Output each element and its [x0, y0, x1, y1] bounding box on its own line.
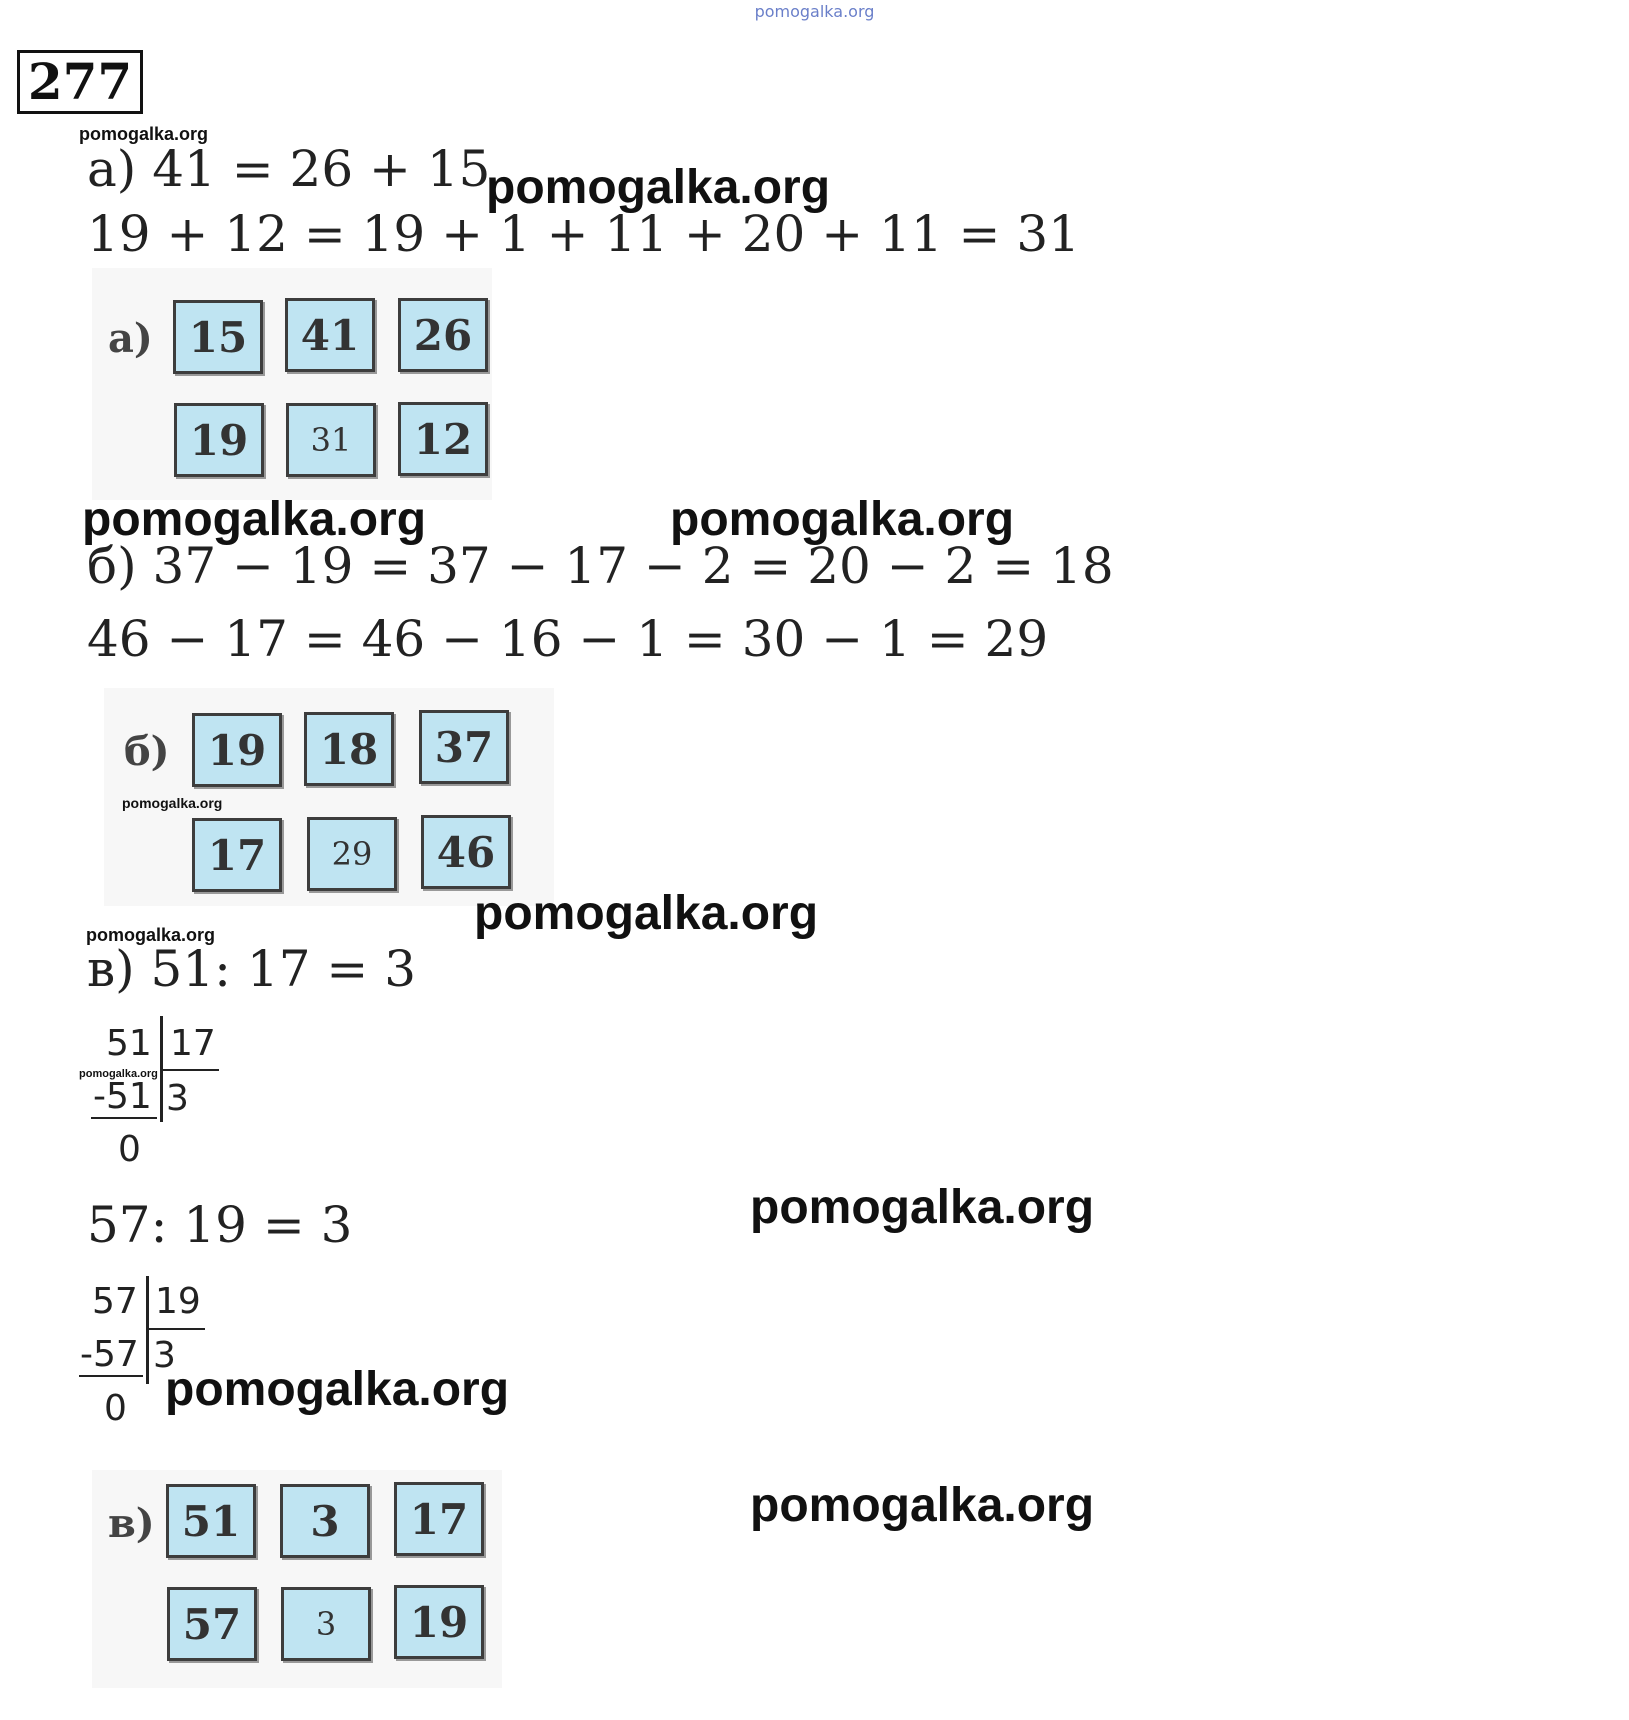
watermark: pomogalka.org	[670, 493, 1015, 546]
top-watermark: pomogalka.org	[754, 2, 875, 21]
part-b-puzzle-label: б)	[124, 728, 170, 775]
tile: 57	[167, 1587, 257, 1661]
tile: 12	[398, 402, 488, 476]
watermark-small: pomogalka.org	[79, 1068, 158, 1080]
tile: 46	[421, 815, 511, 889]
tile: 3	[280, 1484, 370, 1558]
division1-remainder: 0	[118, 1129, 141, 1170]
tile: 37	[419, 710, 509, 784]
tile: 26	[398, 298, 488, 372]
division1-divisor-rule	[163, 1069, 219, 1071]
tile: 41	[285, 298, 375, 372]
division2-dividend: 57	[92, 1281, 138, 1322]
part-b-line1: б) 37 − 19 = 37 − 17 − 2 = 20 − 2 = 18	[87, 537, 1114, 595]
division1-subtrahend: -51	[93, 1076, 152, 1117]
tile: 18	[304, 712, 394, 786]
watermark: pomogalka.org	[750, 1479, 1095, 1532]
task-number: 277	[17, 50, 143, 114]
part-v-puzzle-label: в)	[108, 1500, 155, 1547]
division2-divisor: 19	[155, 1281, 201, 1322]
watermark: pomogalka.org	[750, 1181, 1095, 1234]
part-b-line2: 46 − 17 = 46 − 16 − 1 = 30 − 1 = 29	[87, 610, 1049, 668]
watermark: pomogalka.org	[82, 493, 427, 546]
division2-remainder: 0	[104, 1388, 127, 1429]
division1-divisor: 17	[170, 1023, 216, 1064]
tile: 19	[192, 713, 282, 787]
tile: 29	[307, 817, 397, 891]
tile: 19	[394, 1585, 484, 1659]
tile: 17	[192, 818, 282, 892]
part-v-line1: в) 51: 17 = 3	[87, 940, 417, 998]
tile: 17	[394, 1482, 484, 1556]
watermark: pomogalka.org	[165, 1363, 510, 1416]
division1-dividend: 51	[106, 1023, 152, 1064]
part-a-line1: а) 41 = 26 + 15	[87, 140, 491, 198]
watermark-small: pomogalka.org	[79, 124, 209, 144]
watermark-small: pomogalka.org	[122, 795, 223, 811]
division2-subtraction-rule	[79, 1375, 143, 1377]
tile: 31	[286, 403, 376, 477]
tile: 51	[166, 1484, 256, 1558]
division2-quotient: 3	[153, 1335, 176, 1376]
watermark: pomogalka.org	[486, 161, 831, 214]
watermark-small: pomogalka.org	[86, 925, 216, 945]
part-a-puzzle-label: а)	[108, 315, 153, 362]
division1-subtraction-rule	[91, 1117, 157, 1119]
tile: 15	[173, 300, 263, 374]
watermark: pomogalka.org	[474, 887, 819, 940]
division1-quotient: 3	[166, 1078, 189, 1119]
tile: 3	[281, 1587, 371, 1661]
division2-subtrahend: -57	[80, 1334, 139, 1375]
tile: 19	[174, 403, 264, 477]
part-a-line2: 19 + 12 = 19 + 1 + 11 + 20 + 11 = 31	[87, 205, 1080, 263]
part-v-line2: 57: 19 = 3	[87, 1196, 353, 1254]
division2-divisor-rule	[149, 1328, 205, 1330]
division2-vertical-bar	[146, 1276, 149, 1384]
